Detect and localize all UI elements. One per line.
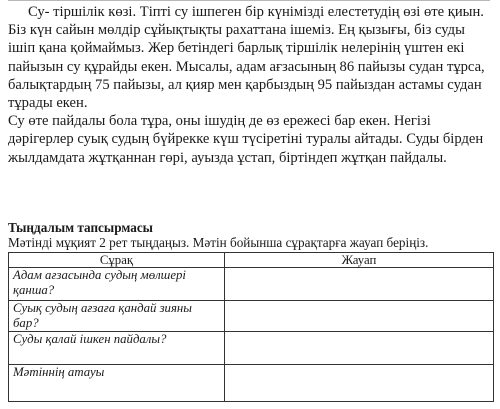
table-row xyxy=(9,365,494,402)
top-divider xyxy=(8,0,490,1)
passage-paragraph-1: Су- тіршілік көзі. Тіпті су ішпеген бір күнімізді елестетудің өзі өте қиын. Біз күн сайын мөлдір сұйықтықты рахаттана ішеміз. Ең қызығы, біз суды ішіп қана қоймаймыз. Жер бетіндегі барлық тіршілік нелерінің үштен екі пайызын су құрайды екен. Мысалы, адам ағзасының 86 пайызы судан тұрса, балықтардың 75 пайызы, ал қияр мен қарбыздың 95 пайыздан астамы судан тұрады екен. xyxy=(8,4,485,112)
task-instruction: Мәтінді мұқият 2 рет тыңдаңыз. Мәтін бойынша сұрақтарға жауап беріңіз. xyxy=(8,235,429,250)
question-answer-table xyxy=(8,252,494,402)
table-row xyxy=(9,301,494,332)
passage-paragraph-2: Су өте пайдалы бола тұра, оны ішудің де өз ережесі бар екен. Негізі дәрігерлер суық судың бүйрекке күш түсіретіні туралы айтады. Суды бірден жылдамдата жұтқаннан гөрі, ауызда ұстап, біртіндеп жұтқан пайдалы. xyxy=(8,113,484,166)
table-header-row xyxy=(9,253,494,268)
answer-cell[interactable] xyxy=(225,332,494,365)
answer-column-header: Жауап xyxy=(225,253,494,268)
table-row xyxy=(9,268,494,301)
question-cell: Мәтіннің атауы xyxy=(9,365,225,402)
task-title: Тыңдалым тапсырмасы xyxy=(8,220,153,235)
answer-cell[interactable] xyxy=(225,268,494,301)
listening-task xyxy=(8,220,494,250)
answer-cell[interactable] xyxy=(225,301,494,332)
question-column-header: Сұрақ xyxy=(9,253,225,268)
table-row xyxy=(9,332,494,365)
reading-passage xyxy=(8,3,494,167)
question-cell: Суды қалай ішкен пайдалы? xyxy=(9,332,225,365)
question-cell: Суық судың ағзаға қандай зияны бар? xyxy=(9,301,225,332)
answer-cell[interactable] xyxy=(225,365,494,402)
question-cell: Адам ағзасында судың мөлшері қанша? xyxy=(9,268,225,301)
